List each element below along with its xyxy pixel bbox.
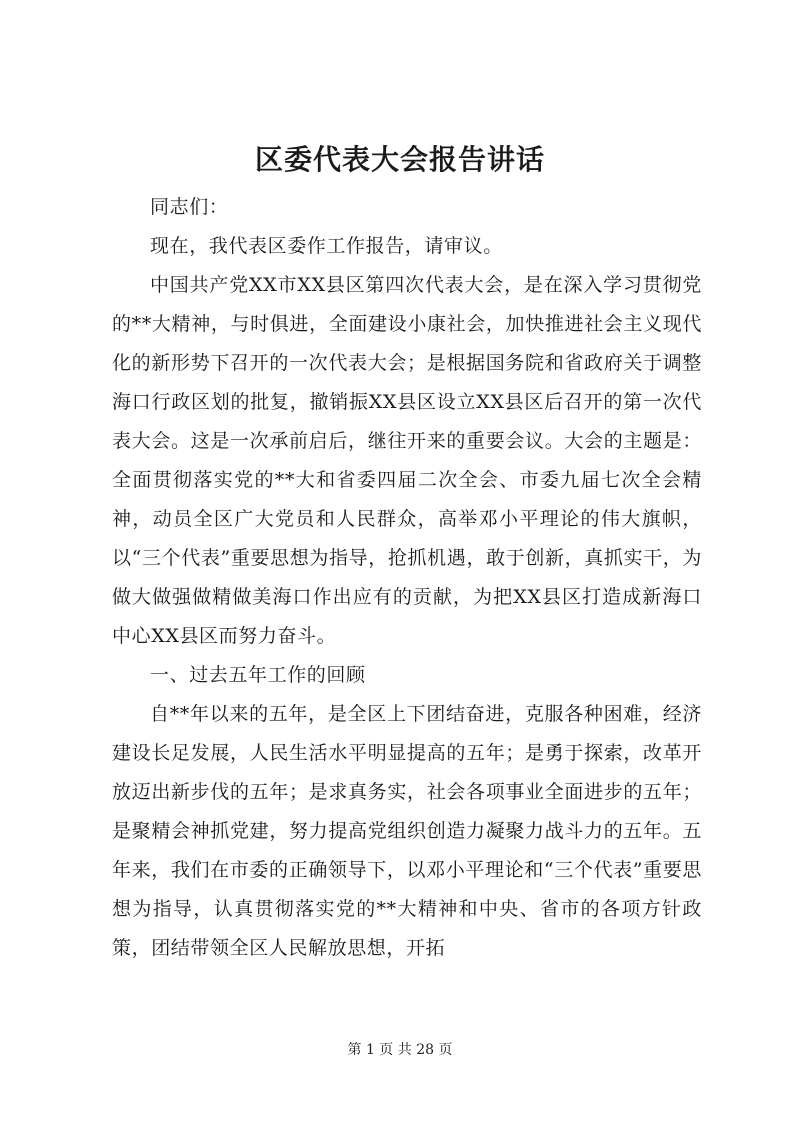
- body-paragraph: 自**年以来的五年，是全区上下团结奋进，克服各种困难，经济建设长足发展，人民生活水平明显提高的五年；是勇于探索，改革开放迈出新步伐的五年；是求真务实，社会各项事业全面进步的五年；是聚精会神抓党建，努力提高党组织创造力凝聚力战斗力的五年。五年来，我们在市委的正确领导下，以邓小平理论和“三个代表”重要思想为指导，认真贯彻落实党的**大精神和中央、省市的各项方针政策，团结带领全区人民解放思想，开拓: [112, 703, 702, 959]
- page-footer: 第 1 页 共 28 页: [347, 1042, 453, 1058]
- section-heading: 一、过去五年工作的回顾: [150, 664, 366, 686]
- document-body: [112, 188, 702, 968]
- document-title: 区委代表大会报告讲话: [254, 143, 545, 176]
- body-paragraph: 中国共产党XX市XX县区第四次代表大会，是在深入学习贯彻党的**大精神，与时俱进，全面建设小康社会，加快推进社会主义现代化的新形势下召开的一次代表大会；是根据国务院和省政府关于调整海口行政区划的批复，撤销振XX县区设立XX县区后召开的第一次代表大会。这是一次承前启后，继往开来的重要会议。大会的主题是：全面贯彻落实党的**大和省委四届二次全会、市委九届七次全会精神，动员全区广大党员和人民群众，高举邓小平理论的伟大旗帜，以“三个代表”重要思想为指导，抢抓机遇，敢于创新，真抓实干，为做大做强做精做美海口作出应有的贡献，为把XX县区打造成新海口中心XX县区而努力奋斗。: [112, 274, 702, 647]
- salutation-paragraph: 同志们：: [150, 196, 229, 218]
- opening-paragraph: 现在，我代表区委作工作报告，请审议。: [150, 235, 503, 257]
